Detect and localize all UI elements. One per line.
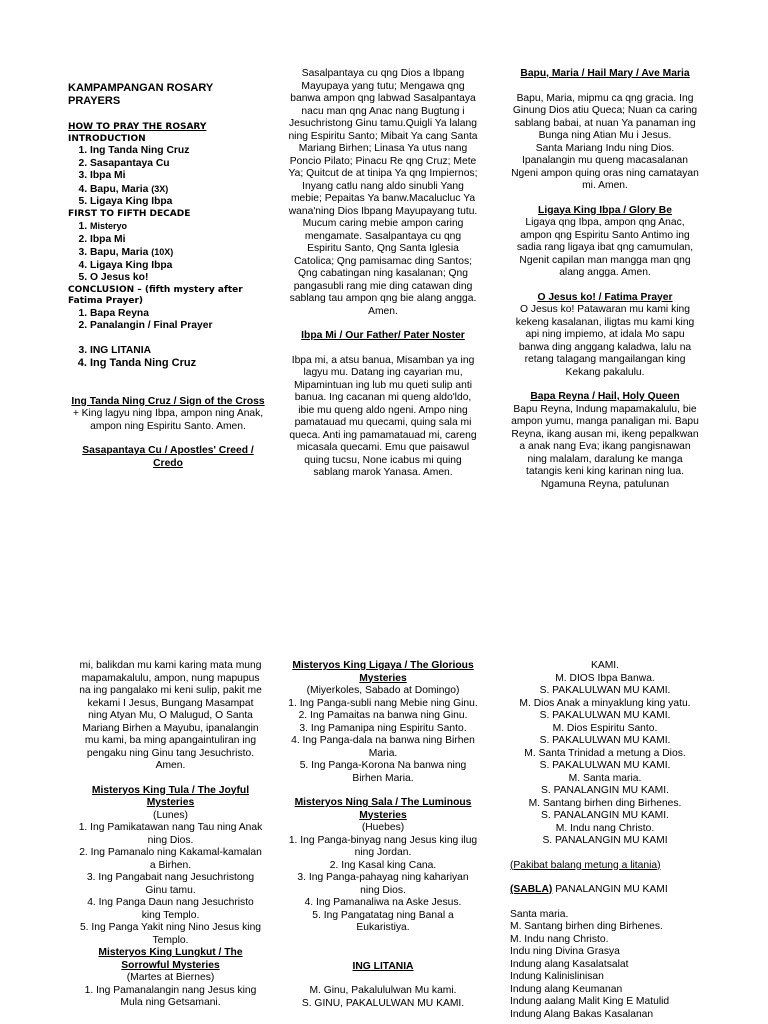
litany-list-item: Indu ning Divina Grasya bbox=[510, 946, 620, 957]
hail-mary-title: Bapu, Maria / Hail Mary / Ave Maria bbox=[520, 68, 690, 79]
joyful-day: (Lunes) bbox=[153, 809, 188, 821]
luminous-mysteries-title: Misteryos Ning Sala / The Luminous Mysteries bbox=[294, 797, 472, 821]
litany-line: S. PAKALULWAN MU KAMI. bbox=[539, 760, 671, 771]
list-item: 1. Misteryo bbox=[90, 220, 268, 234]
litany-line: S. PAKALULWAN MU KAMI. bbox=[539, 685, 671, 696]
list-item: 3. Bapu, Maria (10X) bbox=[90, 246, 268, 260]
list-item: 4. Ing Pamanaliwa na Aske Jesus. bbox=[304, 897, 462, 908]
how-to-heading: HOW TO PRAY THE ROSARY bbox=[68, 122, 207, 132]
conclusion-list bbox=[68, 308, 268, 333]
litany-list-item: Indung alang Kasalatsalat bbox=[510, 958, 629, 970]
decade-heading: FIRST TO FIFTH DECADE bbox=[68, 208, 191, 219]
sabla-text: PANALANGIN MU KAMI bbox=[552, 884, 668, 895]
sorrowful-day: (Martes at Biernes) bbox=[126, 972, 215, 983]
list-item: 1. Ing Panga-binyag nang Jesus king ilug ning Jordan. bbox=[288, 834, 478, 858]
list-item: 5. Ligaya King Ibpa bbox=[90, 196, 268, 209]
litany-list-item: Santa maria. bbox=[510, 908, 569, 920]
column-3-bottom bbox=[510, 660, 700, 1021]
hail-holy-queen-text: Bapu Reyna, Indung mapamakalulu, bie ampon yumu, manga panaligan mi. Bapu Reyna, ikang ausan mi, ikeng pepalkwan a anak nang Eva; ikang pangisnawan ning malalam, daralung ke manga tatangis keni king karinan ning lua. Ngamuna Reyna, patulunan bbox=[511, 403, 699, 490]
list-item: 3. Ibpa Mi bbox=[90, 170, 268, 183]
sign-of-cross-title: Ing Tanda Ning Cruz / Sign of the Cross bbox=[71, 395, 265, 407]
list-item: 2. Ing Kasal king Cana. bbox=[329, 859, 437, 871]
column-2-top bbox=[288, 68, 478, 480]
list-item: 3. Ing Pangabait nang Jesuchristong Ginu tamu. bbox=[86, 872, 255, 896]
our-father-text: Ibpa mi, a atsu banua, Misamban ya ing lagyu mu. Datang ing cayarian mu, Mipamintuan ing lub mu queti sulip anti banua. Ing cacanan mi queng aldo'ldo, ibie mu queng aldo ngeni. Ampo ning pamatauad mu quecami, quing sala mi queca. Anti ing pamamatauad mi, careng micasala quecami. Emu que paisawul quing tucsu, None icabus mi quing sablang marok Yanasa. Amen. bbox=[289, 354, 477, 478]
litany-line: S. PAKALULWAN MU KAMI. bbox=[539, 710, 671, 721]
list-item: 4. Ligaya King Ibpa bbox=[90, 260, 268, 273]
list-item: 4. Ing Panga Daun nang Jesuchristo king Templo. bbox=[87, 897, 254, 921]
creed-title: Sasapantaya Cu / Apostles' Creed / Credo bbox=[82, 445, 254, 469]
litany-list-item: M. Indu nang Christo. bbox=[510, 933, 609, 945]
litany-line: M. DIOS Ibpa Banwa. bbox=[555, 672, 655, 684]
our-father-title: Ibpa Mi / Our Father/ Pater Noster bbox=[301, 330, 465, 341]
sorrowful-mysteries-title: Misteryos King Lungkut / The Sorrowful Mysteries bbox=[98, 947, 243, 971]
litany-line: M. Indu nang Christo. bbox=[555, 822, 655, 834]
litany-list-item: M. Santang birhen ding Birhenes. bbox=[510, 921, 663, 932]
fatima-prayer-title: O Jesus ko! / Fatima Prayer bbox=[537, 291, 673, 303]
list-item: 1. Ing Tanda Ning Cruz bbox=[90, 145, 268, 158]
list-item: 1. Ing Pamanalangin nang Jesus king Mula ning Getsamani. bbox=[84, 984, 257, 1008]
list-item: 2. Ibpa Mi bbox=[90, 234, 268, 247]
glory-be-title: Ligaya King Ibpa / Glory Be bbox=[538, 204, 672, 216]
list-item: 5. O Jesus ko! bbox=[90, 272, 268, 285]
glorious-mysteries-title: Misteryos King Ligaya / The Glorious Mysteries bbox=[292, 660, 474, 684]
sabla-label: (SABLA) bbox=[510, 884, 553, 895]
sign-of-cross-text: + King lagyu ning Ibpa, ampon ning Anak, ampon ning Espiritu Santo. Amen. bbox=[72, 408, 264, 432]
list-item: 4. Bapu, Maria (3X) bbox=[90, 183, 268, 197]
hail-mary-text-2: Santa Mariang Indu ning Dios. Ipanalangin mu queng macasalanan Ngeni ampon quing oras ning camatayan mi. Amen. bbox=[511, 142, 699, 191]
litany-list bbox=[510, 909, 700, 1022]
list-item: 1. Ing Pamikatawan nang Tau ning Anak ning Dios. bbox=[78, 822, 263, 846]
litany-line: M. Dios Espiritu Santo. bbox=[552, 722, 658, 734]
litany-line: M. Santa Trinidad a metung a Dios. bbox=[524, 747, 686, 759]
column-1-top bbox=[68, 68, 268, 470]
litany-list-item: Indung aalang Malit King E Matulid bbox=[510, 996, 670, 1007]
list-item: 3. Ing Panga-pahayag ning kahariyan ning Dios. bbox=[297, 872, 469, 896]
litany-list-item: Indung Alang Bakas Kasalanan bbox=[510, 1008, 654, 1020]
luminous-day: (Huebes) bbox=[361, 822, 405, 833]
creed-text: Sasalpantaya cu qng Dios a Ibpang Mayupaya yang tutu; Mengawa qng banwa ampon qng labwad Sasalpantaya nacu man qng Anac nang Bugtung i Jesuchristong Ginu tamu.Quigli Ya lalang ning Espiritu Santo; Mibait Ya cang Santa Mariang Birhen; Linasa Ya utus nang Poncio Pilato; Pinacu Re qng Cruz; Mete Ya; Quitcut de at tinipa Ya qng Impiernos; Inyang catlu nang aldo sinubli Yang mebie; Pepaitas Ya banw.Macalucluc Ya wana'ning Dios Ibpang Mayupayang tutu. Mucum caring mebie ampon caring mengamate. Sasalpantaya cu qng Espiritu Santo, Qng Santa Iglesia Catolica; Qng pamisamac ding Santos; Qng cabatingan ning kasalanan; Qng pangasubli rang mie ding catawan ding sablang tau ampon qng bie alang angga. Amen. bbox=[288, 68, 478, 317]
litany-line: S. PANALANGIN MU KAMI. bbox=[541, 785, 669, 796]
extra-list bbox=[68, 345, 268, 370]
litany-line: S. PAKALULWAN MU KAMI. bbox=[539, 735, 671, 746]
list-item: 5. Ing Panga Yakit ning Nino Jesus king Templo. bbox=[79, 922, 262, 946]
list-item: 1. Bapa Reyna bbox=[90, 308, 268, 321]
litany-note: (Pakibat balang metung a litania) bbox=[510, 859, 661, 871]
litany-line: S. PANALANGIN MU KAMI bbox=[542, 835, 668, 846]
hail-holy-queen-title: Bapa Reyna / Hail, Holy Queen bbox=[530, 391, 680, 402]
litany-line: S. PANALANGIN MU KAMI. bbox=[541, 810, 669, 821]
litany-title: ING LITANIA bbox=[352, 960, 414, 972]
column-3-top bbox=[510, 68, 700, 491]
litany-line: M. Santang birhen ding Birhenes. bbox=[528, 797, 682, 809]
litany-list-item: Indung alang Keumanan bbox=[510, 983, 623, 995]
hail-mary-text: Bapu, Maria, mipmu ca qng gracia. Ing Ginung Dios atiu Queca; Nuan ca caring sablang babai, at nuan Ya panaman ing Bunga ning Atian Mu i Jesus. bbox=[512, 92, 698, 141]
document-title: KAMPAMPANGAN ROSARY PRAYERS bbox=[68, 82, 214, 107]
list-item: 4. Ing Panga-dala na banwa ning Birhen Maria. bbox=[291, 735, 475, 759]
litany-line: M. Dios Anak a minyaklung king yatu. bbox=[519, 697, 691, 709]
list-item: 2. Panalangin / Final Prayer bbox=[90, 320, 268, 333]
list-item: 2. Sasapantaya Cu bbox=[90, 158, 268, 171]
list-item: 3. ING LITANIA bbox=[90, 345, 268, 358]
list-item: 2. Ing Pamanalo ning Kakamal-kamalan a Birhen. bbox=[79, 847, 262, 871]
joyful-mysteries-title: Misteryos King Tula / The Joyful Mysteries bbox=[91, 784, 250, 808]
queen-continued-text: mi, balikdan mu kami karing mata mung mapamakalulu, ampon, nung mapupus na ing pangalako mi keni sulip, pakit me kekami I Jesus, Bungang Masampat ning Atyan Mu, O Malugud, O Santa Mariang Birhen a Mayubu, ipanalangin mu kami, ba ming apangaintuliran ing pengaku ning Ginu tang Jesuchristo. Amen. bbox=[79, 660, 262, 771]
column-2-bottom bbox=[288, 660, 478, 1010]
list-item: 1. Ing Panga-subli nang Mebie ning Ginu. bbox=[288, 697, 478, 709]
decade-list bbox=[68, 220, 268, 285]
introduction-heading: INTRODUCTION bbox=[68, 133, 146, 144]
litany-responses bbox=[510, 660, 700, 848]
conclusion-heading: CONCLUSION – (fifth mystery after Fatima Prayer) bbox=[68, 284, 243, 306]
litany-line: M. Ginu, Pakalululwan Mu kami. bbox=[309, 985, 457, 996]
column-1-bottom bbox=[78, 660, 263, 1010]
glorious-day: (Miyerkoles, Sabado at Domingo) bbox=[306, 685, 460, 696]
sabla-line bbox=[510, 884, 700, 897]
list-item: 3. Ing Pamanipa ning Espiritu Santo. bbox=[299, 722, 467, 734]
fatima-prayer-text: O Jesus ko! Patawaran mu kami king kekeng kasalanan, iligtas mu kami king api ning impiemo, at idala Mo sapu banwa ding anggang kaladwa, lalu na retang talagang mangailangan king Kekang pakalulu. bbox=[515, 304, 695, 378]
litany-line: KAMI. bbox=[590, 660, 620, 671]
list-item: 2. Ing Pamaitas na banwa ning Ginu. bbox=[298, 710, 468, 721]
list-item: 5. Ing Pangatatag ning Banal a Eukaristiya. bbox=[312, 909, 454, 933]
litany-line: S. GINU, PAKALULWAN MU KAMI. bbox=[301, 997, 465, 1009]
glory-be-text: Ligaya qng Ibpa, ampon qng Anac, ampon qng Espiritu Santo Antimo ing sadia rang ligaya ibat qng camumulan, Ngenit capilan man mangga man qng alang angga. Amen. bbox=[516, 217, 694, 278]
intro-list bbox=[68, 145, 268, 209]
litany-list-item: Indung Kalinislinisan bbox=[510, 971, 604, 982]
list-item: 5. Ing Panga-Korona Na banwa ning Birhen Maria. bbox=[299, 760, 467, 784]
litany-line: M. Santa maria. bbox=[568, 772, 642, 784]
list-item: 4. Ing Tanda Ning Cruz bbox=[90, 357, 268, 370]
